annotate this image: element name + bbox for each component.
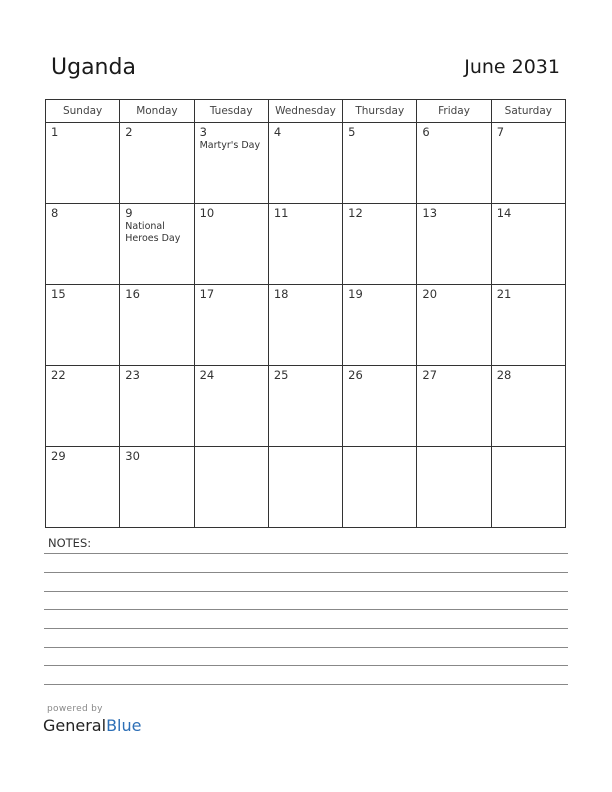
note-line xyxy=(44,684,568,685)
logo-blue: Blue xyxy=(106,716,142,735)
day-number: 8 xyxy=(51,206,59,220)
day-cell xyxy=(46,366,120,447)
day-number: 13 xyxy=(422,206,438,220)
day-number: 18 xyxy=(273,287,289,301)
day-number: 25 xyxy=(273,368,289,382)
day-cell xyxy=(120,204,194,285)
day-cell xyxy=(343,366,417,447)
day-number: 20 xyxy=(422,287,438,301)
generalblue-logo xyxy=(43,716,141,735)
day-number: 30 xyxy=(125,449,140,463)
day-cell xyxy=(268,285,342,366)
day-cell xyxy=(268,123,342,204)
day-number: 6 xyxy=(422,125,430,139)
day-cell xyxy=(491,204,565,285)
logo-general: General xyxy=(43,716,107,735)
day-cell xyxy=(46,123,120,204)
day-number: 11 xyxy=(273,206,289,220)
week-row xyxy=(46,366,566,447)
day-number: 2 xyxy=(125,125,133,139)
weekday-header: Thursday xyxy=(343,100,417,123)
day-number: 9 xyxy=(125,206,133,220)
day-cell xyxy=(194,285,268,366)
day-cell xyxy=(417,204,491,285)
day-number: 28 xyxy=(496,368,512,382)
weekday-header: Tuesday xyxy=(194,100,268,123)
day-number: 7 xyxy=(496,125,505,139)
day-cell xyxy=(491,447,565,528)
day-number: 26 xyxy=(348,368,363,382)
day-cell xyxy=(194,447,268,528)
day-cell xyxy=(417,123,491,204)
day-number: 10 xyxy=(199,206,215,220)
day-number: 23 xyxy=(125,368,140,382)
day-cell xyxy=(46,204,120,285)
powered-by-text: powered by xyxy=(47,704,103,714)
country-title: Uganda xyxy=(51,55,136,80)
day-cell xyxy=(120,366,194,447)
day-cell xyxy=(491,285,565,366)
day-number: 19 xyxy=(348,287,363,301)
day-cell xyxy=(194,366,268,447)
week-row xyxy=(46,204,566,285)
day-number: 4 xyxy=(273,125,282,139)
note-line xyxy=(44,553,568,554)
day-cell xyxy=(120,447,194,528)
week-row xyxy=(46,123,566,204)
day-cell xyxy=(491,366,565,447)
week-row xyxy=(46,285,566,366)
weekday-header: Friday xyxy=(417,100,491,123)
day-cell xyxy=(343,204,417,285)
day-number: 24 xyxy=(199,368,215,382)
note-line xyxy=(44,572,568,573)
day-number: 27 xyxy=(422,368,438,382)
week-row xyxy=(46,447,566,528)
weekday-header: Wednesday xyxy=(268,100,342,123)
day-cell xyxy=(343,123,417,204)
day-cell xyxy=(417,366,491,447)
day-cell xyxy=(491,123,565,204)
day-cell xyxy=(417,447,491,528)
weekday-header: Saturday xyxy=(491,100,565,123)
day-cell xyxy=(194,123,268,204)
day-number: 29 xyxy=(51,449,66,463)
day-number: 1 xyxy=(51,125,59,139)
day-number: 21 xyxy=(496,287,512,301)
note-line xyxy=(44,665,568,666)
holiday-label: National Heroes Day xyxy=(125,221,181,244)
day-cell xyxy=(46,447,120,528)
day-cell xyxy=(120,285,194,366)
day-number: 3 xyxy=(199,125,207,139)
day-cell xyxy=(120,123,194,204)
day-number: 22 xyxy=(51,368,66,382)
note-line xyxy=(44,647,568,648)
day-number: 15 xyxy=(51,287,66,301)
day-number: 12 xyxy=(348,206,363,220)
day-cell xyxy=(268,204,342,285)
holiday-label: Martyr's Day xyxy=(199,140,261,151)
weekday-header: Sunday xyxy=(46,100,120,123)
day-cell xyxy=(343,447,417,528)
note-line xyxy=(44,609,568,610)
day-cell xyxy=(417,285,491,366)
day-number: 5 xyxy=(348,125,356,139)
day-number: 16 xyxy=(125,287,140,301)
calendar-grid xyxy=(45,99,566,528)
month-title: June 2031 xyxy=(464,56,560,78)
note-line xyxy=(44,591,568,592)
day-cell xyxy=(268,447,342,528)
weekday-header-row xyxy=(46,100,566,123)
day-cell xyxy=(46,285,120,366)
note-line xyxy=(44,628,568,629)
day-cell xyxy=(343,285,417,366)
notes-label: NOTES: xyxy=(48,536,92,550)
weekday-header: Monday xyxy=(120,100,194,123)
day-number: 17 xyxy=(199,287,215,301)
day-cell xyxy=(194,204,268,285)
day-cell xyxy=(268,366,342,447)
day-number: 14 xyxy=(496,206,512,220)
